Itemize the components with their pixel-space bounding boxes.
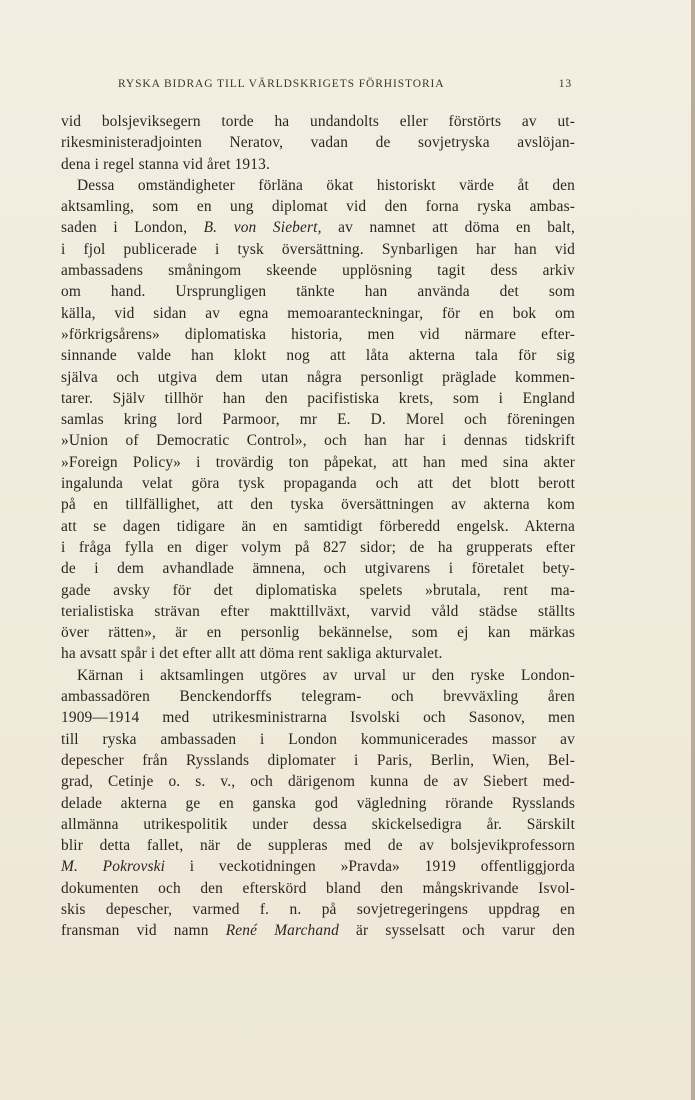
text-line: om hand. Ursprungligen tänkte han använda det som (61, 283, 575, 301)
italic-name: René Marchand (225, 922, 339, 940)
body-text (61, 111, 575, 942)
text-line: ha avsatt spår i det efter allt att döma rent sakliga akturvalet. (61, 645, 443, 663)
text-line: Dessa omständigheter förläna ökat historiskt värde åt den (77, 176, 575, 194)
text-line: blir detta fallet, när de suppleras med de av bolsjevikprofessorn (61, 837, 575, 855)
text-segment: fransman vid namn (61, 922, 226, 940)
text-line: aktsamling, som en ung diplomat vid den forna ryska ambas- (61, 198, 575, 216)
text-line: allmänna utrikespolitik under dessa skickelsedigra år. Särskilt (61, 815, 575, 833)
text-line: till ryska ambassaden i London kommunicerades massor av (61, 730, 575, 748)
text-line: gade avsky för det diplomatiska spelets »brutala, rent ma- (61, 581, 575, 599)
page-number: 13 (558, 78, 572, 90)
text-line: terialistiska strävan efter makttillväxt, varvid våld städse ställts (61, 602, 575, 620)
text-line: depescher från Rysslands diplomater i Paris, Berlin, Wien, Bel- (61, 751, 575, 769)
text-segment: i veckotidningen »Pravda» 1919 offentliggjorda (165, 858, 575, 876)
text-line: att se dagen tidigare än en samtidigt förberedd engelsk. Akterna (61, 517, 575, 535)
text-line: »förkrigsårens» diplomatiska historia, men vid närmare efter- (61, 325, 575, 343)
text-line (61, 920, 575, 941)
text-segment: av namnet att döma en balt, (321, 219, 575, 237)
text-line: Kärnan i aktsamlingen utgöres av urval ur den ryske London- (77, 666, 575, 684)
text-line: själva och utgiva dem utan några personligt präglade kommen- (61, 368, 575, 386)
page-edge (691, 0, 695, 1100)
text-line: ambassadören Benckendorffs telegram- och brevväxling åren (61, 688, 575, 706)
text-line: tarer. Själv tillhör han den pacifistiska krets, som i England (61, 389, 575, 407)
text-line: 1909—1914 med utrikesministrarna Isvolski och Sasonov, men (61, 709, 575, 727)
text-line: vid bolsjeviksegern torde ha undandolts eller förstörts av ut- (61, 113, 575, 130)
italic-name: M. Pokrovski (61, 858, 166, 876)
text-line: dokumenten och den efterskörd bland den mångskrivande Isvol- (61, 879, 575, 897)
text-line: ambassadens småningom skeende upplösning tagit dess arkiv (61, 262, 575, 280)
italic-name: B. von Siebert, (203, 219, 322, 237)
text-line: på en tillfällighet, att den tyska översättningen av akterna kom (61, 496, 575, 514)
text-line: i fjol publicerade i tysk översättning. Synbarligen har han vid (61, 240, 575, 258)
text-segment: saden i London, (61, 219, 204, 237)
text-line: sinnande valde han klokt nog att låta akterna tala för sig (61, 347, 575, 365)
text-line: över rätten», är en personlig bekännelse, som ej kan märkas (61, 624, 575, 642)
text-line: i fråga fylla en diger volym på 827 sidor; de ha grupperats efter (61, 538, 575, 556)
text-line (61, 856, 575, 877)
text-line: delade akterna ge en ganska god vägledning rörande Rysslands (61, 794, 575, 812)
text-line: samlas kring lord Parmoor, mr E. D. Morel och föreningen (61, 411, 575, 429)
text-line: rikesministeradjointen Neratov, vadan de sovjetryska avslöjan- (61, 134, 575, 152)
text-line: källa, vid sidan av egna memoaranteckningar, för en bok om (61, 304, 575, 322)
text-line: »Union of Democratic Control», och han har i dennas tidskrift (61, 432, 575, 450)
text-line (61, 217, 575, 238)
text-line: ingalunda velat göra tysk propaganda och att det blott berott (61, 475, 575, 493)
text-line: »Foreign Policy» i trovärdig ton påpekat, att han med sina akter (61, 453, 575, 471)
text-line: grad, Cetinje o. s. v., och därigenom kunna de av Siebert med- (61, 773, 575, 791)
text-line: dena i regel stanna vid året 1913. (61, 155, 270, 173)
text-line: de i dem avhandlade ämnena, och utgivarens i företalet bety- (61, 560, 575, 578)
text-segment: är sysselsatt och varur den (338, 922, 575, 940)
text-line: skis depescher, varmed f. n. på sovjetregeringens uppdrag en (61, 900, 575, 918)
running-head: RYSKA BIDRAG TILL VÄRLDSKRIGETS FÖRHISTORIA (118, 78, 445, 90)
